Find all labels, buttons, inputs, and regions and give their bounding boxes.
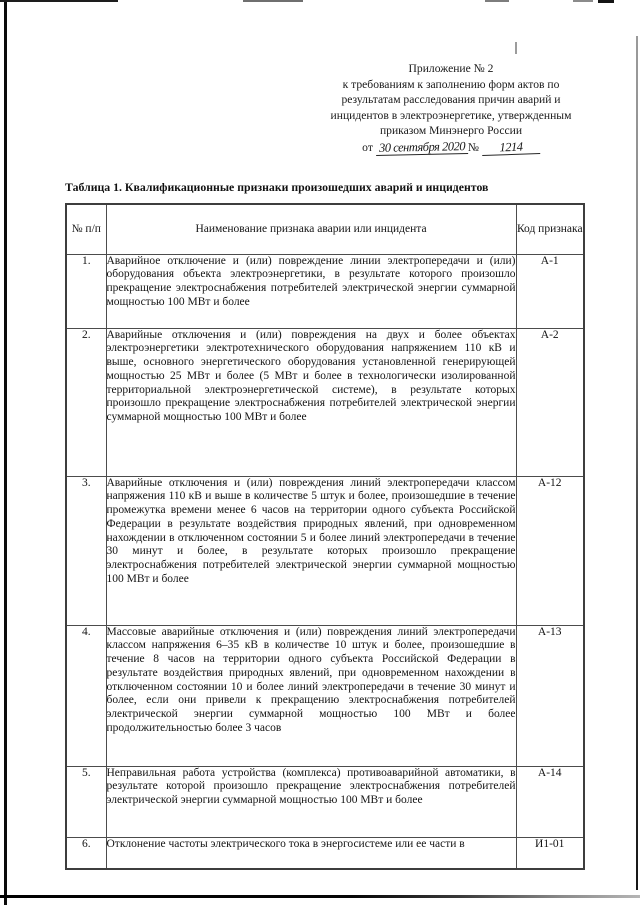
row-text: Отклонение частоты электрического тока в энергосистеме или ее части в bbox=[106, 837, 516, 869]
scan-border-bottom bbox=[0, 895, 640, 898]
table-row bbox=[66, 837, 584, 869]
col-header-code: Код признака bbox=[516, 204, 584, 254]
table-row bbox=[66, 625, 584, 766]
scan-border-top bbox=[598, 0, 614, 3]
row-code: А-14 bbox=[516, 766, 584, 837]
col-header-num: № п/п bbox=[66, 204, 106, 254]
table-row bbox=[66, 254, 584, 328]
scan-border-top bbox=[0, 0, 118, 2]
row-code: А-12 bbox=[516, 476, 584, 625]
row-number: 2. bbox=[66, 328, 106, 476]
scan-border-top bbox=[485, 0, 509, 2]
appendix-line: инцидентов в электроэнергетике, утвержденным bbox=[330, 108, 572, 122]
row-number: 5. bbox=[66, 766, 106, 837]
row-number: 4. bbox=[66, 625, 106, 766]
appendix-line: к требованиям к заполнению форм актов по bbox=[342, 77, 560, 91]
row-text: Неправильная работа устройства (комплекса) противоаварийной автоматики, в результате которой произошло прекращение электроснабжения потребителей электрической энергии суммарной мощностью 100 МВт и более bbox=[106, 766, 516, 837]
order-line bbox=[312, 140, 590, 156]
row-text: Массовые аварийные отключения и (или) повреждения линий электропередачи классом напряжения 6–35 кВ в количестве 10 штук и более, произошедшие в течение 8 часов на территории одного субъекта Российской Федерации в результате воздействия природных явлений, при одновременном нахождении в отключенном состоянии 10 и более линий электропередачи в течение 30 минут и более, если они привели к прекращению электроснабжения потребителей электрической энергии суммарной мощностью 100 МВт и более продолжительностью более 3 часов bbox=[106, 625, 516, 766]
col-header-name: Наименование признака аварии или инцидента bbox=[106, 204, 516, 254]
table-row bbox=[66, 476, 584, 625]
scan-artifact-tick bbox=[515, 42, 517, 54]
qualification-table bbox=[65, 203, 585, 870]
table-row bbox=[66, 766, 584, 837]
scan-border-top bbox=[243, 0, 303, 2]
order-number-sign: № bbox=[467, 140, 479, 154]
appendix-line: результатам расследования причин аварий и bbox=[341, 93, 561, 107]
appendix-block bbox=[312, 61, 590, 156]
scan-border-right bbox=[636, 36, 638, 890]
row-text: Аварийное отключение и (или) повреждение линии электропередачи и (или) оборудования объекта электроэнергетики, в результате которого произошло прекращение электроснабжения потребителей электрической энергии суммарной мощностью 100 МВт и более bbox=[106, 254, 516, 328]
row-code: А-2 bbox=[516, 328, 584, 476]
table-header-row bbox=[66, 204, 584, 254]
handwritten-date: 30 сентября 2020 bbox=[376, 140, 468, 156]
appendix-line: приказом Минэнерго России bbox=[379, 124, 523, 138]
row-number: 1. bbox=[66, 254, 106, 328]
row-number: 3. bbox=[66, 476, 106, 625]
scan-border-top bbox=[573, 0, 593, 2]
row-code: А-1 bbox=[516, 254, 584, 328]
row-code: И1-01 bbox=[516, 837, 584, 869]
appendix-line: Приложение № 2 bbox=[408, 62, 494, 75]
table-title: Таблица 1. Квалификационные признаки произошедших аварий и инцидентов bbox=[65, 180, 489, 194]
row-text: Аварийные отключения и (или) повреждения на двух и более объектах электроэнергетики электротехнического оборудования напряжением 110 кВ и выше, основного энергетического оборудования установленной генерирующей мощностью 25 МВт и более (5 МВт и более в технологически изолированной территориальной электроэнергетической системе), в результате которых произошло прекращение электроснабжения потребителей электрической энергии суммарной мощностью 100 МВт и более bbox=[106, 328, 516, 476]
handwritten-number: 1214 bbox=[482, 140, 540, 156]
order-prefix: от bbox=[362, 140, 373, 154]
row-code: А-13 bbox=[516, 625, 584, 766]
row-text: Аварийные отключения и (или) повреждения линий электропередачи классом напряжения 110 кВ и выше в количестве 5 штук и более, произошедшие в течение промежутка времени менее 6 часов на территории одного субъекта Российской Федерации в результате воздействия природных явлений, при одновременном нахождении в отключенном состоянии 5 и более линий электропередачи в течение 30 минут и более, в результате которых произошло прекращение электроснабжения потребителей электрической энергии суммарной мощностью 100 МВт и более bbox=[106, 476, 516, 625]
row-number: 6. bbox=[66, 837, 106, 869]
scan-border-left bbox=[4, 0, 7, 905]
table-row bbox=[66, 328, 584, 476]
